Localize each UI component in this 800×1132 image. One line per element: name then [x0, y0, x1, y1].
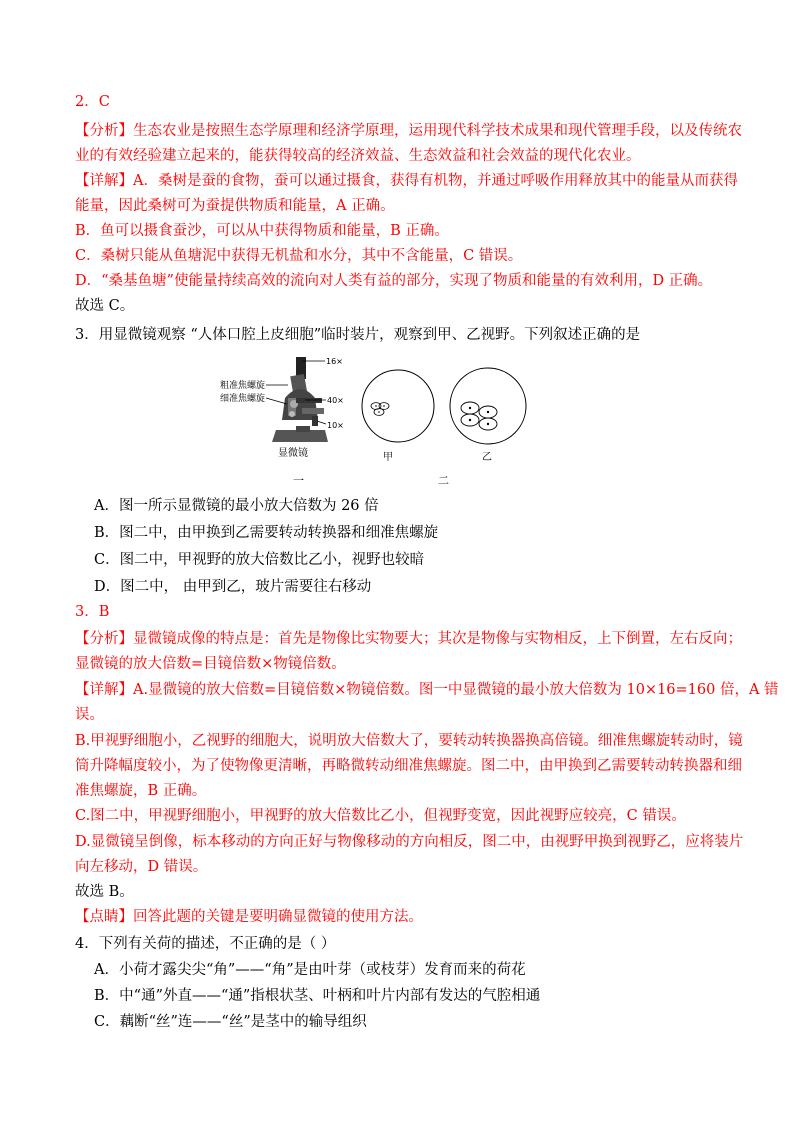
q2-detail-c: C．桑树只能从鱼塘泥中获得无机盐和水分，其中不含能量，C 错误。 — [75, 248, 523, 264]
label-16x: 16× — [326, 357, 343, 366]
q3-figure — [0, 0, 800, 500]
q3-stem: 3．用显微镜观察 “人体口腔上皮细胞”临时装片，观察到甲、乙视野。下列叙述正确的是 — [75, 327, 641, 343]
q3-detail-c: C.图二中，甲视野细胞小，甲视野的放大倍数比乙小，但视野变宽，因此视野应较亮，C 错误。 — [75, 808, 686, 824]
q3-tip: 【点睛】回答此题的关键是要明确显微镜的使用方法。 — [75, 909, 423, 925]
q3-analysis: 【分析】显微镜成像的特点是：首先是物像比实物要大；其次是物像与实物相反，上下倒置，左右反向； — [75, 631, 742, 647]
q2-detail-b: B．鱼可以摄食蚕沙，可以从中获得物质和能量，B 正确。 — [75, 223, 449, 239]
q2-analysis: 【分析】生态农业是按照生态学原理和经济学原理，运用现代科学技术成果和现代管理手段，以及传统农 — [75, 123, 742, 139]
figure-1-label: 一 — [293, 474, 304, 487]
q3-detail-a-cont: 误。 — [75, 707, 104, 723]
q2-conclusion: 故选 C。 — [75, 298, 135, 314]
q3-detail-d: D.显微镜呈倒像，标本移动的方向正好与物像移动的方向相反，图二中，由视野甲换到视野乙，应将装片 — [75, 834, 744, 850]
label-10x: 10× — [327, 421, 344, 430]
field-jia — [362, 370, 434, 442]
q3-option-c: C．图二中，甲视野的放大倍数比乙小，视野也较暗 — [94, 552, 425, 568]
q3-option-a: A．图一所示显微镜的最小放大倍数为 26 倍 — [94, 498, 379, 514]
q3-detail-b: B.甲视野细胞小，乙视野的细胞大，说明放大倍数大了，要转动转换器换高倍镜。细准焦螺旋转动时，镜 — [75, 733, 743, 749]
q3-detail-b-cont: 筒升降幅度较小，为了使物像更清晰，再略微转动细准焦螺旋。图二中，由甲换到乙需要转动转换器和细 — [75, 758, 742, 774]
caption-jia: 甲 — [383, 452, 393, 463]
q3-option-d: D．图二中， 由甲到乙，玻片需要往右移动 — [94, 579, 372, 595]
label-coarse-knob: 粗准焦螺旋 — [220, 381, 266, 391]
caption-yi: 乙 — [482, 452, 492, 463]
label-fine-knob: 细准焦螺旋 — [220, 394, 266, 404]
q2-detail-d: D．“桑基鱼塘”使能量持续高效的流向对人类有益的部分，实现了物质和能量的有效利用，D 正确。 — [75, 273, 713, 289]
q3-detail-d-cont: 向左移动，D 错误。 — [75, 859, 208, 875]
q2-detail-a-cont: 能量，因此桑树可为蚕提供物质和能量，A 正确。 — [75, 198, 395, 214]
q2-answer: 2．C — [75, 94, 110, 110]
q4-option-a: A．小荷才露尖尖“角”——“角”是由叶芽（或枝芽）发育而来的荷花 — [94, 962, 526, 978]
q2-detail-a: 【详解】A．桑树是蚕的食物，蚕可以通过摄食，获得有机物，并通过呼吸作用释放其中的能量从而获得 — [75, 173, 738, 189]
q3-detail-b-cont2: 准焦螺旋，B 正确。 — [75, 783, 207, 799]
q3-analysis-cont: 显微镜的放大倍数=目镜倍数×物镜倍数。 — [75, 656, 346, 672]
q3-conclusion: 故选 B。 — [75, 884, 134, 900]
q4-option-b: B．中“通”外直——“通”指根状茎、叶柄和叶片内部有发达的气腔相通 — [94, 988, 541, 1004]
q4-stem: 4．下列有关荷的描述，不正确的是（ ） — [75, 936, 336, 952]
figure-2-label: 二 — [438, 474, 449, 487]
q3-detail-a: 【详解】A.显微镜的放大倍数=目镜倍数×物镜倍数。图一中显微镜的最小放大倍数为 10×16=160 倍，A 错 — [75, 682, 779, 698]
q2-analysis-cont: 业的有效经验建立起来的，能获得较高的经济效益、生态效益和社会效益的现代化农业。 — [75, 148, 641, 164]
q3-option-b: B．图二中，由甲换到乙需要转动转换器和细准焦螺旋 — [94, 525, 439, 541]
microscope-illustration — [272, 357, 328, 442]
q4-option-c: C．藕断“丝”连——“丝”是茎中的输导组织 — [94, 1014, 367, 1030]
label-40x: 40× — [327, 396, 344, 405]
q3-answer: 3．B — [75, 604, 110, 620]
caption-microscope: 显微镜 — [278, 448, 308, 459]
